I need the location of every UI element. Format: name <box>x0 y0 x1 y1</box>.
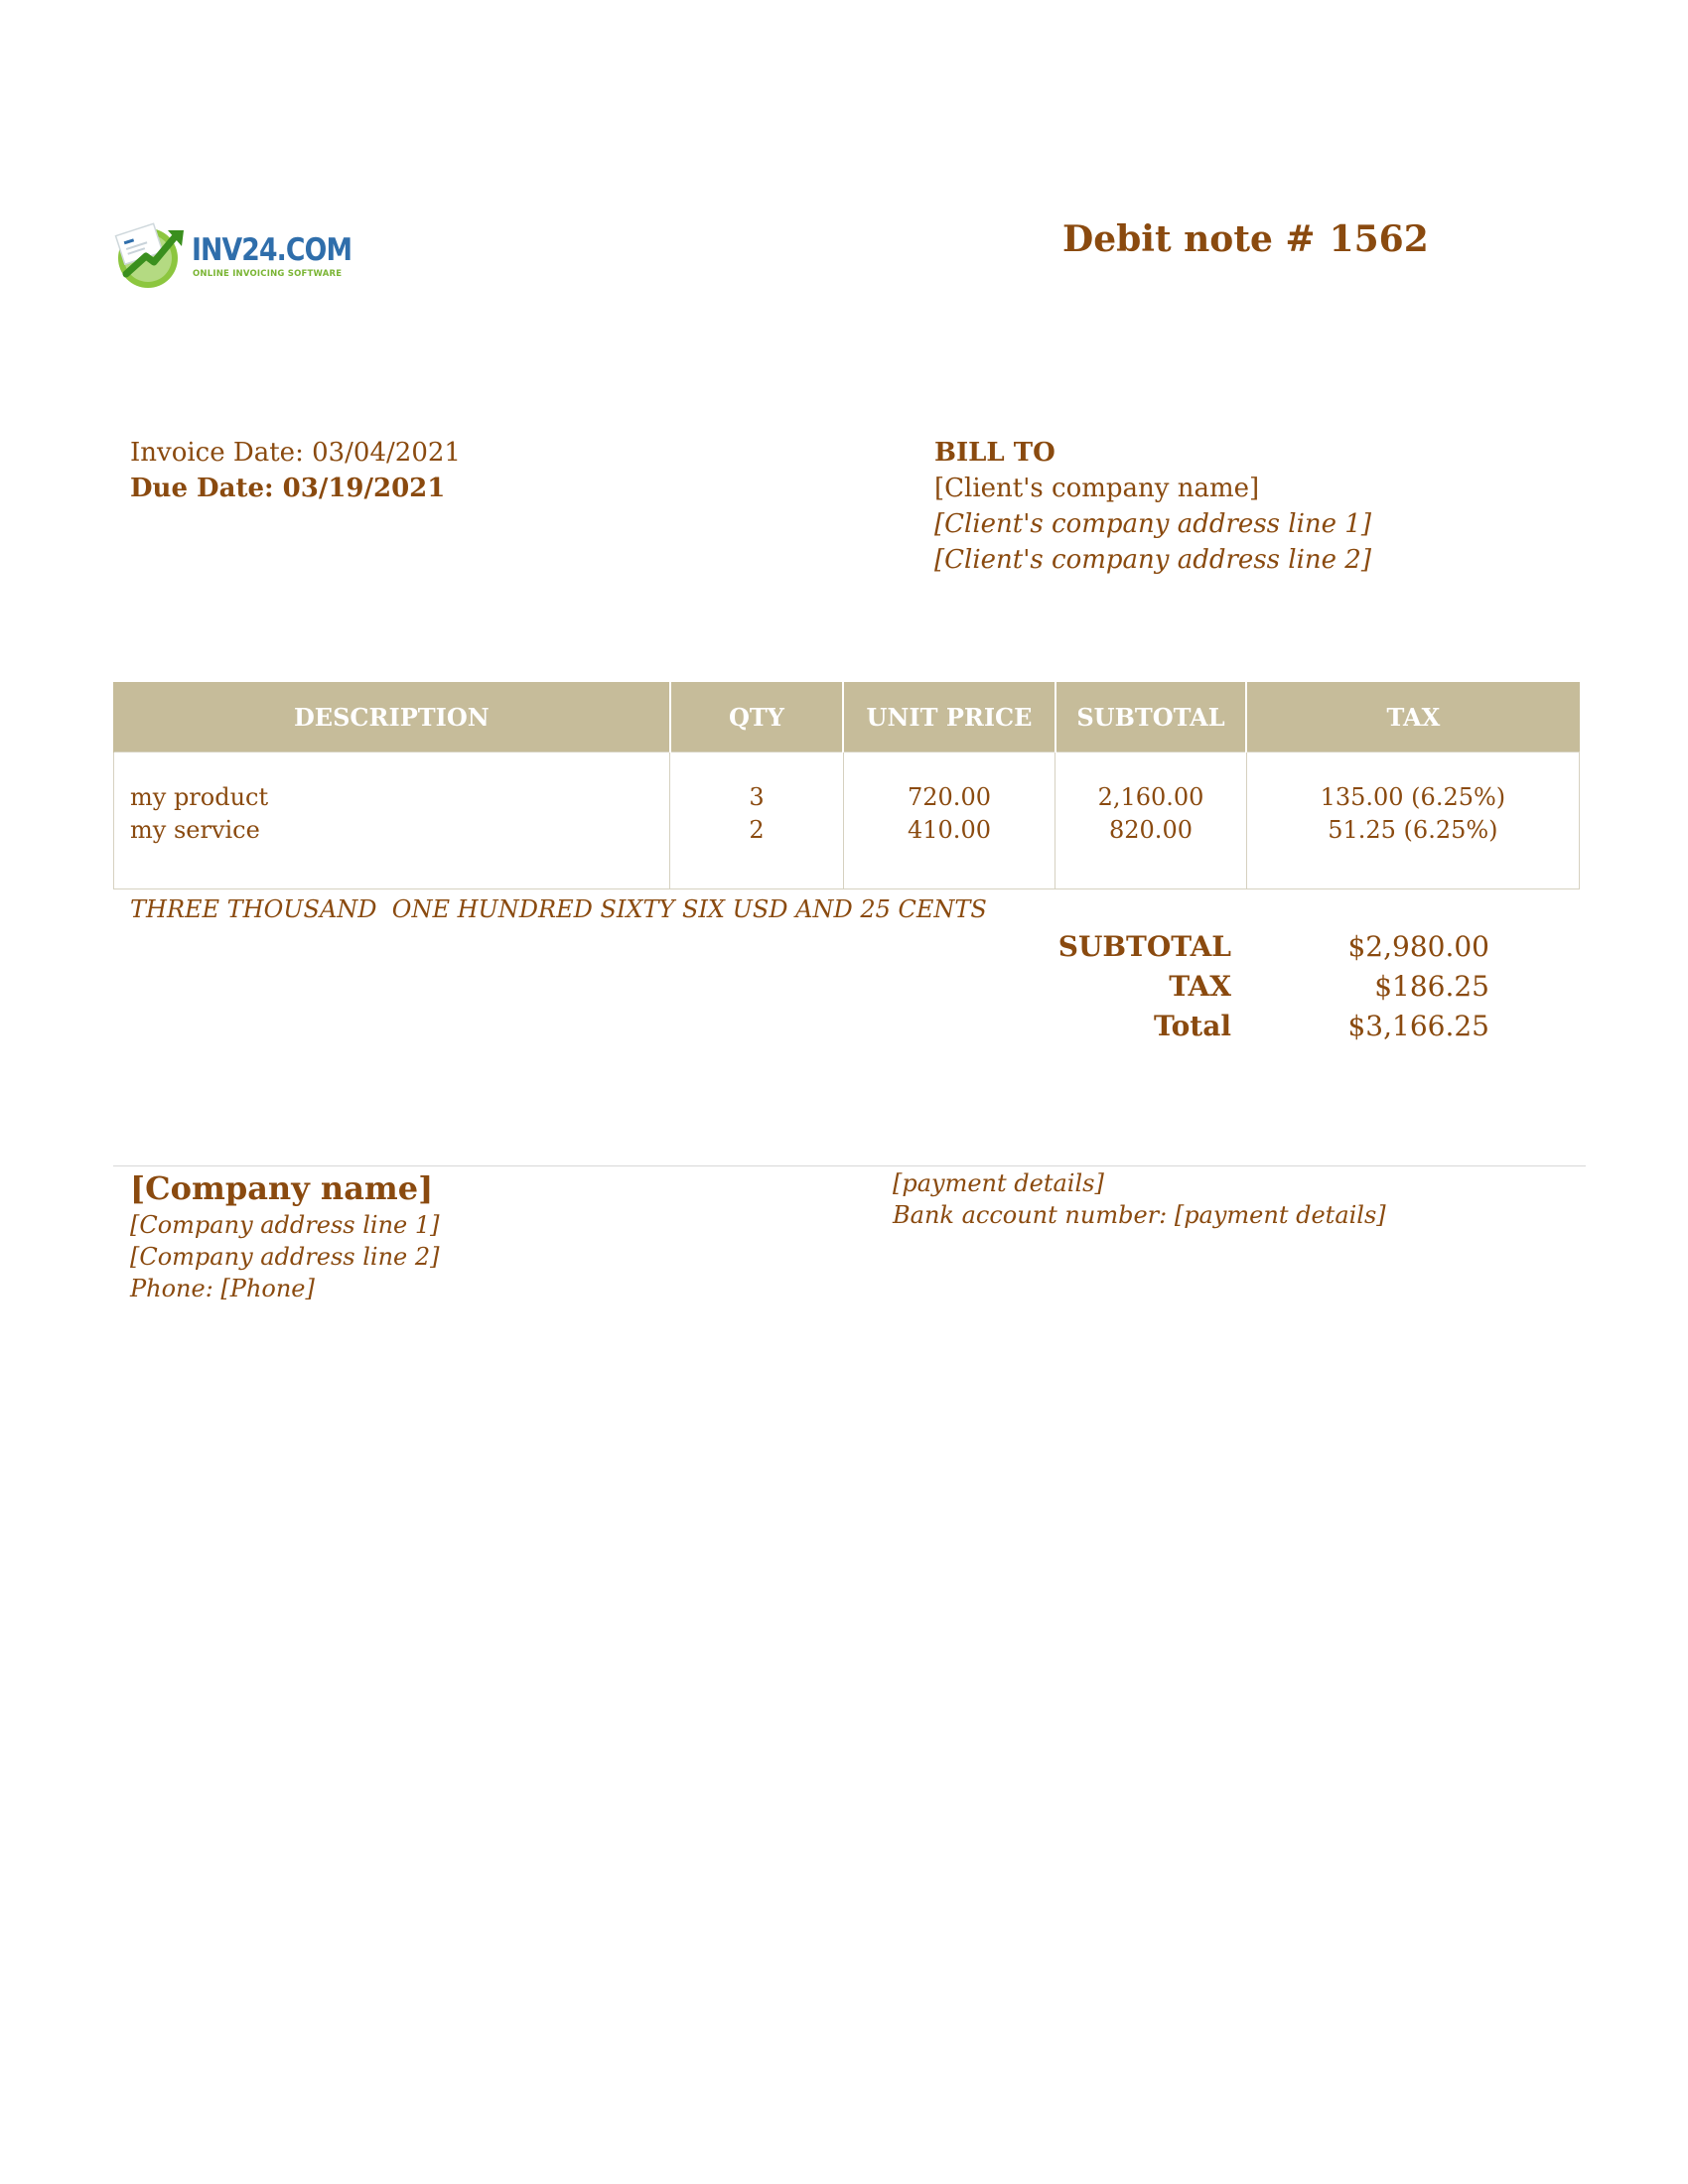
item-subtotal: 2,160.00 <box>1097 783 1204 811</box>
client-address-line-1: [Client's company address line 1] <box>934 509 1371 539</box>
column-header-tax: TAX <box>1246 682 1579 752</box>
total-value: $3,166.25 <box>1347 1010 1489 1042</box>
item-description: my product <box>130 783 269 811</box>
table-row <box>114 752 1580 889</box>
column-header-subtotal: SUBTOTAL <box>1055 682 1247 752</box>
invoice-date: Invoice Date: 03/04/2021 <box>130 438 461 468</box>
company-info-block <box>130 1167 440 1304</box>
unit-price-cell <box>843 752 1055 889</box>
logo-tagline: ONLINE INVOICING SOFTWARE <box>193 269 343 279</box>
table-header-row <box>114 682 1580 752</box>
company-address-line-2: [Company address line 2] <box>130 1243 440 1271</box>
dates-block <box>130 435 461 506</box>
item-tax: 135.00 (6.25%) <box>1320 783 1506 811</box>
document-number: 1562 <box>1329 218 1429 260</box>
subtotal-cell <box>1055 752 1247 889</box>
logo-emblem-icon <box>112 216 192 292</box>
document-title-label: Debit note # <box>1062 218 1316 260</box>
description-cell <box>114 752 670 889</box>
item-unit-price: 410.00 <box>908 816 991 844</box>
items-table <box>113 682 1580 889</box>
tax-label: TAX <box>1169 970 1231 1003</box>
column-header-qty: QTY <box>670 682 844 752</box>
bank-account-number: Bank account number: [payment details] <box>893 1201 1386 1229</box>
amount-in-words: THREE THOUSAND ONE HUNDRED SIXTY SIX USD AND 25 CENTS <box>130 895 987 923</box>
footer-divider <box>113 1165 1586 1166</box>
subtotal-label: SUBTOTAL <box>1057 930 1231 963</box>
tax-value: $186.25 <box>1374 970 1489 1003</box>
payment-info-block <box>893 1167 1386 1231</box>
company-phone: Phone: [Phone] <box>130 1275 315 1302</box>
document-title <box>1062 218 1429 260</box>
client-company-name: [Client's company name] <box>934 474 1260 503</box>
total-label: Total <box>1153 1010 1231 1042</box>
item-subtotal: 820.00 <box>1109 816 1193 844</box>
payment-details: [payment details] <box>893 1169 1104 1197</box>
item-qty: 3 <box>749 783 765 811</box>
item-tax: 51.25 (6.25%) <box>1328 816 1498 844</box>
company-logo <box>112 216 352 292</box>
subtotal-value: $2,980.00 <box>1347 930 1489 963</box>
item-description: my service <box>130 816 260 844</box>
item-unit-price: 720.00 <box>908 783 991 811</box>
column-header-unit-price: UNIT PRICE <box>843 682 1055 752</box>
client-address-line-2: [Client's company address line 2] <box>934 545 1371 575</box>
qty-cell <box>670 752 844 889</box>
company-address-line-1: [Company address line 1] <box>130 1211 440 1239</box>
column-header-description: DESCRIPTION <box>114 682 670 752</box>
due-date: Due Date: 03/19/2021 <box>130 474 446 503</box>
bill-to-heading: BILL TO <box>934 438 1055 468</box>
bill-to-block <box>934 435 1371 578</box>
company-name: [Company name] <box>130 1169 434 1207</box>
logo-brand-text: INV24.COM <box>192 232 352 268</box>
item-qty: 2 <box>749 816 765 844</box>
tax-cell <box>1246 752 1579 889</box>
